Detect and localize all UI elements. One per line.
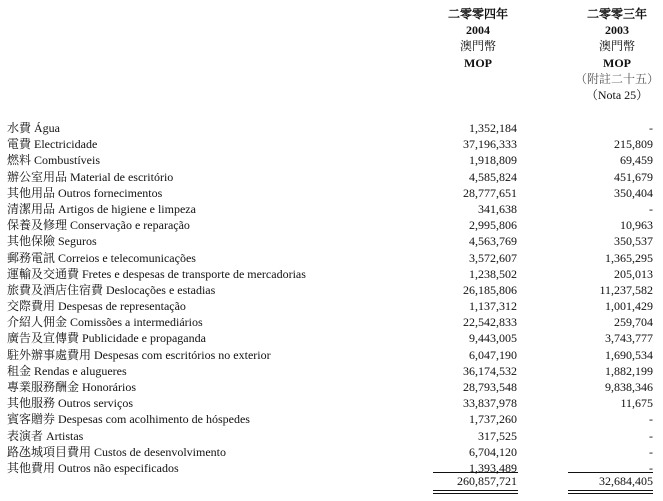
- value-2004: 28,793,548: [463, 380, 517, 394]
- value-2003: 10,963: [620, 218, 653, 233]
- value-2003: 1,365,295: [605, 250, 653, 265]
- value-2004: 6,704,120: [469, 444, 517, 459]
- value-2003: 350,537: [614, 234, 653, 249]
- row-label: 其他保險 Seguros: [7, 234, 97, 249]
- value-2003: -: [649, 428, 653, 443]
- expense-table: [0, 120, 663, 476]
- value-2004: 1,918,809: [469, 153, 517, 168]
- value-2004: 2,995,806: [469, 218, 517, 233]
- value-2003: 350,404: [614, 185, 653, 200]
- row-label: 其他用品 Outros fornecimentos: [7, 185, 163, 200]
- total-row: [0, 473, 663, 489]
- row-label: 水費 Água: [7, 121, 60, 135]
- row-label: 辦公室用品 Material de escritório: [7, 169, 174, 184]
- row-label: 交際費用 Despesas de representação: [7, 299, 186, 314]
- row-label: 介紹人佣金 Comissões a intermediários: [7, 315, 203, 330]
- year-zh: 二零零四年: [447, 7, 508, 21]
- value-2003: -: [649, 412, 653, 427]
- table-row: [0, 411, 663, 427]
- table-row: [0, 379, 663, 395]
- value-2003: 11,675: [620, 396, 653, 411]
- value-2004: 3,572,607: [469, 250, 517, 265]
- value-2003: 11,237,582: [599, 282, 653, 297]
- row-label: 清潔用品 Artigos de higiene e limpeza: [7, 201, 196, 216]
- row-label: 廣告及宣傳費 Publicidade e propaganda: [7, 331, 206, 346]
- value-2004: 4,585,824: [469, 169, 517, 184]
- value-2004: 341,638: [478, 201, 517, 216]
- value-2003: 1,690,534: [605, 347, 653, 362]
- table-row: [0, 185, 663, 201]
- table-row: [0, 266, 663, 282]
- currency-zh: 澳門幣: [459, 39, 496, 54]
- row-label: 旅費及酒店住宿費 Deslocações e estadias: [7, 282, 216, 297]
- value-2004: 9,443,005: [469, 331, 517, 346]
- row-label: 租金 Rendas e alugueres: [7, 363, 127, 378]
- row-label: 賓客贈券 Despesas com acolhimento de hóspedes: [7, 412, 250, 427]
- total-2004: 260,857,721: [457, 474, 517, 488]
- column-header-2003: [557, 6, 663, 103]
- column-header-2004: [418, 6, 538, 71]
- currency: MOP: [603, 55, 631, 70]
- value-2004: 36,174,532: [463, 363, 517, 378]
- value-2003: 205,013: [614, 266, 653, 281]
- row-label: 駐外辦事處費用 Despesas com escritórios no exterior: [7, 347, 271, 362]
- table-row: [0, 217, 663, 233]
- value-2003: 9,838,346: [605, 380, 653, 394]
- currency-zh: 澳門幣: [598, 39, 635, 54]
- value-2004: 6,047,190: [469, 347, 517, 362]
- table-row: [0, 233, 663, 249]
- value-2004: 26,185,806: [463, 282, 517, 297]
- row-label: 其他費用 Outros não especificados: [7, 460, 179, 475]
- year: 2003: [605, 23, 629, 38]
- value-2004: 4,563,769: [469, 234, 517, 249]
- table-row: [0, 347, 663, 363]
- table-row: [0, 152, 663, 168]
- table-row: [0, 330, 663, 346]
- value-2004: 33,837,978: [463, 396, 517, 411]
- value-2003: 69,459: [620, 153, 653, 168]
- table-row: [0, 298, 663, 314]
- table-row: [0, 282, 663, 298]
- value-2004: 1,393,489: [469, 460, 517, 475]
- table-row: [0, 136, 663, 152]
- total-double-rule-2004: [433, 490, 518, 494]
- row-label: 電費 Electricidade: [7, 137, 98, 152]
- row-label: 保養及修理 Conservação e reparação: [7, 218, 190, 233]
- table-row: [0, 444, 663, 460]
- year: 2004: [466, 23, 490, 38]
- value-2003: -: [649, 444, 653, 459]
- row-label: 路氹城項目費用 Custos de desenvolvimento: [7, 444, 226, 459]
- value-2003: 215,809: [614, 137, 653, 152]
- year-zh: 二零零三年: [586, 7, 647, 21]
- value-2003: -: [649, 201, 653, 216]
- value-2004: 37,196,333: [463, 137, 517, 152]
- table-row: [0, 395, 663, 411]
- row-label: 其他服務 Outros serviços: [7, 396, 133, 411]
- total-double-rule-2003: [568, 490, 653, 494]
- table-row: [0, 169, 663, 185]
- row-label: 表演者 Artistas: [7, 428, 84, 443]
- table-row: [0, 314, 663, 330]
- table-row: [0, 428, 663, 444]
- value-2003: 451,679: [614, 169, 653, 184]
- value-2004: 22,542,833: [463, 315, 517, 330]
- table-row: [0, 120, 663, 136]
- table-row: [0, 363, 663, 379]
- value-2003: 1,882,199: [605, 363, 653, 378]
- value-2003: 259,704: [614, 315, 653, 330]
- row-label: 郵務電訊 Correios e telecomunicações: [7, 250, 196, 265]
- value-2003: -: [649, 460, 653, 475]
- row-label: 專業服務酬金 Honorários: [7, 380, 136, 394]
- total-2003: 32,684,405: [599, 474, 653, 488]
- value-2004: 1,737,260: [469, 412, 517, 427]
- value-2004: 1,238,502: [469, 266, 517, 281]
- note-zh: （附註二十五）: [574, 71, 659, 86]
- table-row: [0, 201, 663, 217]
- value-2003: -: [649, 121, 653, 135]
- value-2003: 3,743,777: [605, 331, 653, 346]
- value-2004: 1,352,184: [469, 121, 517, 135]
- currency: MOP: [464, 55, 492, 70]
- row-label: 燃料 Combustíveis: [7, 153, 101, 168]
- value-2004: 28,777,651: [463, 185, 517, 200]
- table-row: [0, 250, 663, 266]
- value-2003: 1,001,429: [605, 299, 653, 314]
- value-2004: 317,525: [478, 428, 517, 443]
- value-2004: 1,137,312: [469, 299, 517, 314]
- note: （Nota 25）: [585, 88, 649, 103]
- row-label: 運輸及交通費 Fretes e despesas de transporte de mercadorias: [7, 266, 306, 281]
